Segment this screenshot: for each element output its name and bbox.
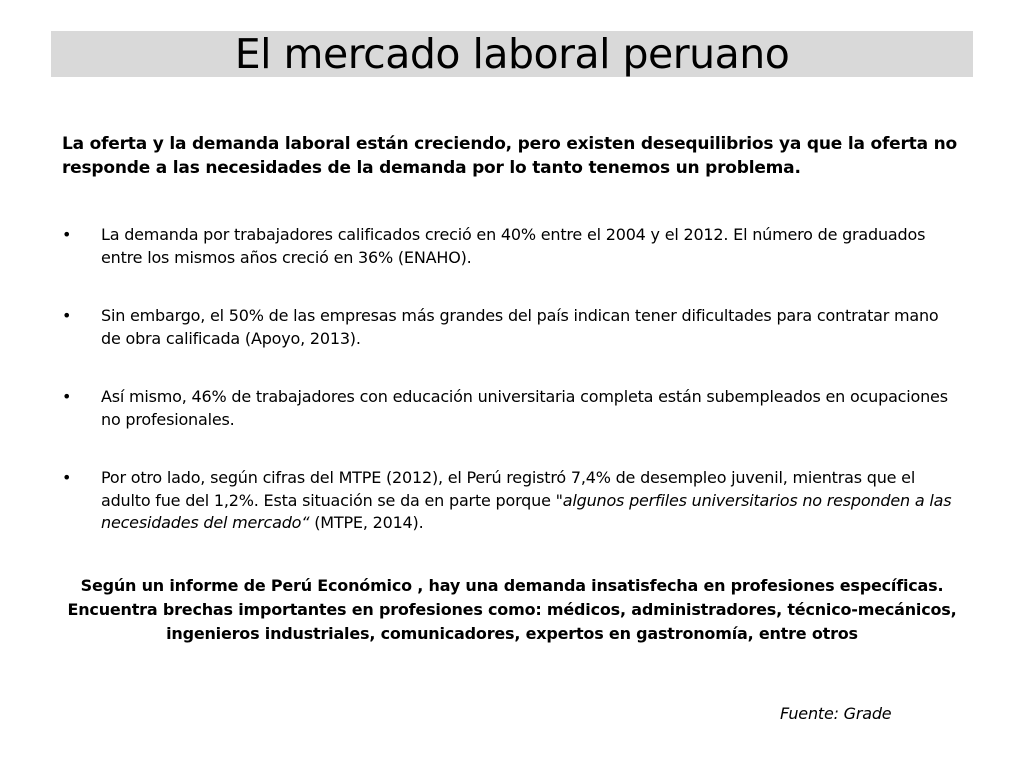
bullet-item	[62, 467, 962, 535]
bullet-marker: •	[62, 225, 72, 244]
summary-paragraph: Según un informe de Perú Económico , hay una demanda insatisfecha en profesiones específicas. Encuentra brechas importantes en profesiones como: médicos, administradores, técnico-mecánicos, ingenieros industriales, comunicadores, expertos en gastronomía, entre otros	[67, 576, 957, 643]
bullet-text-after-quote: (MTPE, 2014).	[309, 513, 424, 532]
slide-title: El mercado laboral peruano	[234, 30, 790, 78]
bullet-marker: •	[62, 306, 72, 325]
bullet-text: La demanda por trabajadores calificados creció en 40% entre el 2004 y el 2012. El número de graduados entre los mismos años creció en 36% (ENAHO).	[101, 225, 926, 267]
source-note: Fuente: Grade	[780, 704, 892, 723]
bullet-item	[62, 386, 962, 431]
bullet-marker: •	[62, 468, 72, 487]
bullet-marker: •	[62, 387, 72, 406]
bullet-item	[62, 224, 962, 269]
bullet-item	[62, 305, 962, 350]
bullet-list	[62, 224, 962, 535]
bullet-text: Así mismo, 46% de trabajadores con educación universitaria completa están subempleados en ocupaciones no profesionales.	[101, 387, 948, 429]
intro-paragraph: La oferta y la demanda laboral están creciendo, pero existen desequilibrios ya que la oferta no responde a las necesidades de la demanda por lo tanto tenemos un problema.	[62, 134, 957, 178]
bullet-text: Sin embargo, el 50% de las empresas más grandes del país indican tener dificultades para contratar mano de obra calificada (Apoyo, 2013).	[101, 306, 939, 348]
bullet-quote: "algunos perfiles universitarios no responden a las necesidades del mercado“	[101, 490, 952, 532]
bullet-text-before-quote: Por otro lado, según cifras del MTPE (2012), el Perú registró 7,4% de desempleo juvenil, mientras que el adulto fue del 1,2%. Esta situación se da en parte porque	[101, 468, 916, 510]
